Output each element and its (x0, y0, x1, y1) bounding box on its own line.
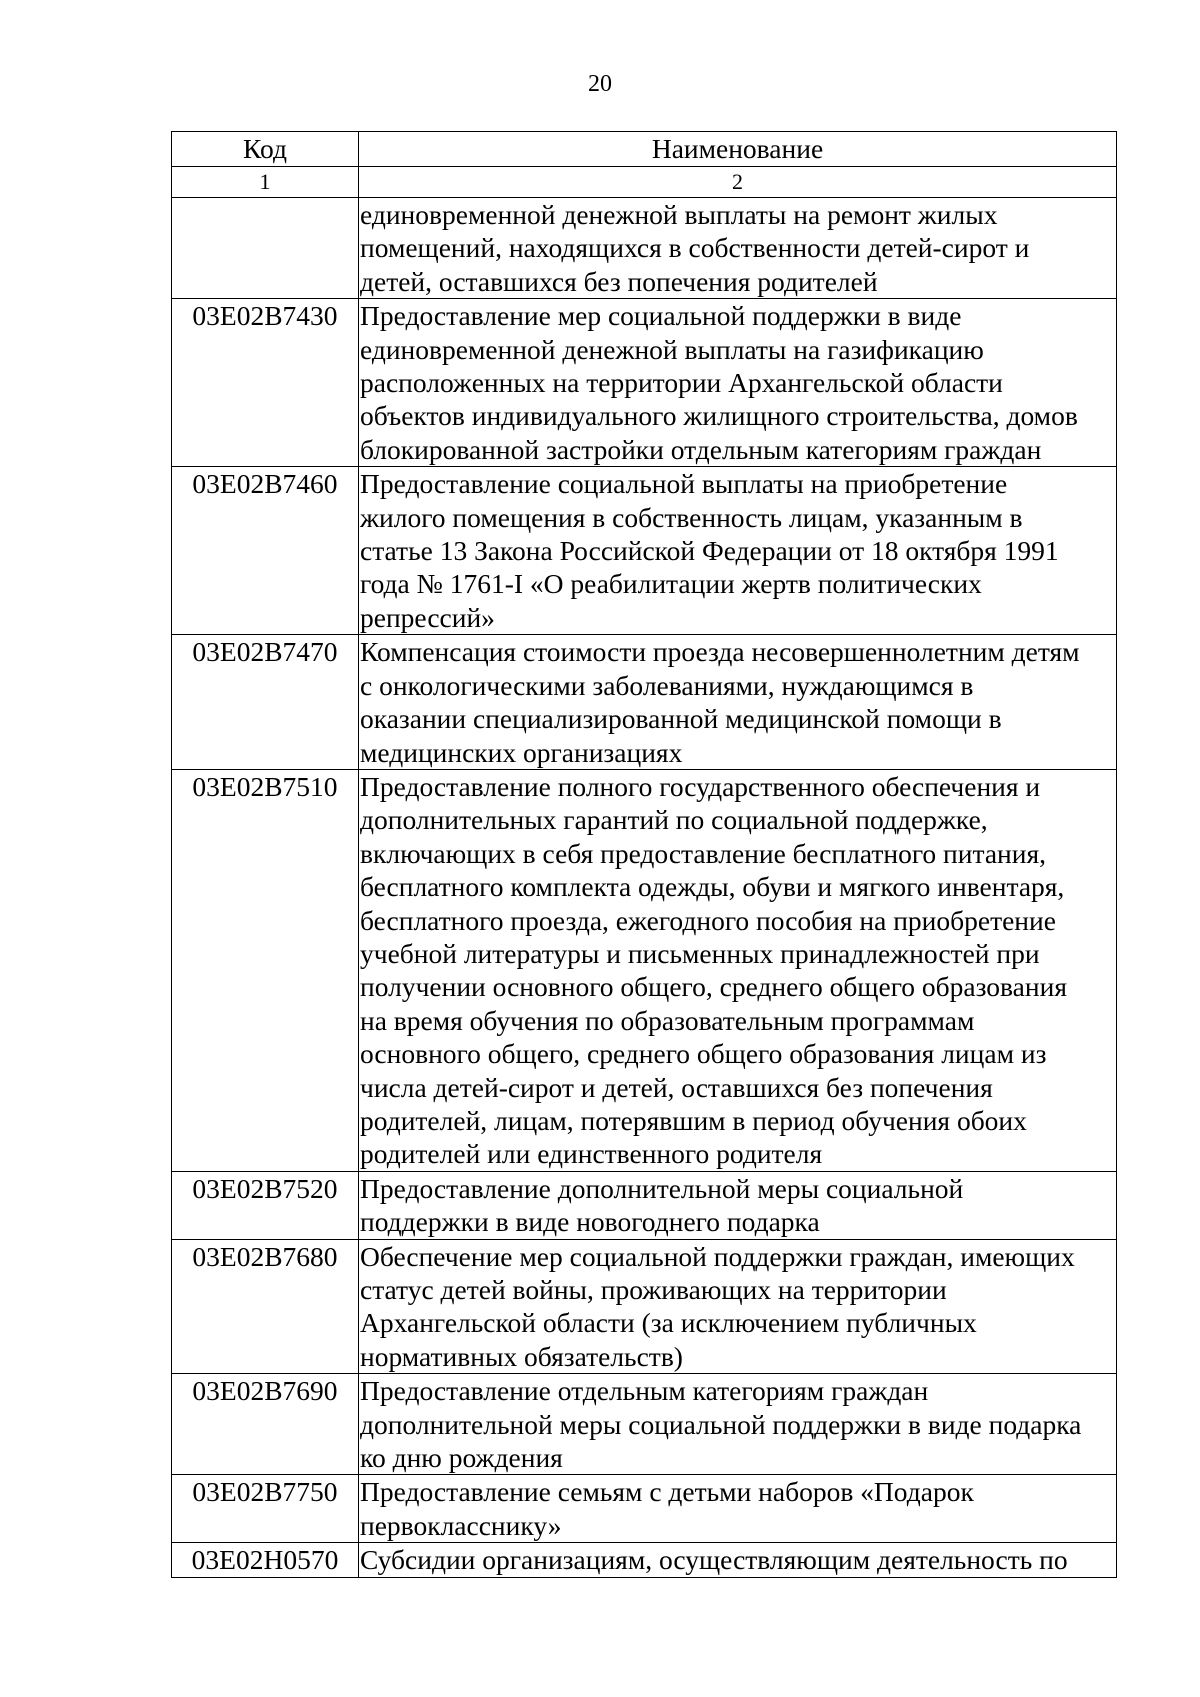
row-name-line: включающих в себя предоставление бесплатного питания, (360, 837, 1046, 869)
row-name-line: медицинских организациях (360, 736, 683, 768)
row-code: 03Е02В7520 (172, 1171, 359, 1239)
row-name-line: Предоставление социальной выплаты на приобретение (360, 468, 1008, 500)
row-name-line: Предоставление отдельным категориям граждан (360, 1375, 929, 1407)
row-name-line: основного общего, среднего общего образования лицам из (360, 1038, 1047, 1070)
row-name-line: Предоставление дополнительной меры социальной (360, 1172, 964, 1204)
row-name-line: учебной литературы и письменных принадлежностей при (360, 937, 1040, 969)
row-name-line: числа детей-сирот и детей, оставшихся без попечения (360, 1071, 993, 1103)
row-name-line: объектов индивидуального жилищного строительства, домов (360, 400, 1078, 432)
row-code: 03Е02В7680 (172, 1239, 359, 1374)
table-row (172, 1543, 1117, 1577)
row-name (359, 1543, 1117, 1577)
row-name-line: Предоставление полного государственного обеспечения и (360, 770, 1041, 802)
row-code: 03Е02В7510 (172, 769, 359, 1171)
row-name-line: Предоставление семьям с детьми наборов «Подарок (360, 1476, 974, 1508)
row-name (359, 299, 1117, 467)
table-row (172, 1239, 1117, 1374)
row-name-line: ко дню рождения (360, 1442, 563, 1474)
row-name (359, 1374, 1117, 1475)
page-number: 20 (588, 71, 612, 97)
row-name-line: родителей, лицам, потерявшим в период обучения обоих (360, 1104, 1027, 1136)
row-name-line: с онкологическими заболеваниями, нуждающимся в (360, 669, 974, 701)
column-numbering-row (172, 167, 1117, 198)
row-name-line: статус детей войны, проживающих на территории (360, 1274, 947, 1305)
row-name-line: Компенсация стоимости проезда несовершеннолетним детям (360, 636, 1080, 668)
row-name-line: на время обучения по образовательным программам (360, 1004, 975, 1036)
row-name-line: Обеспечение мер социальной поддержки граждан, имеющих (360, 1240, 1075, 1272)
row-name-line: единовременной денежной выплаты на ремонт жилых (360, 199, 998, 230)
table-row (172, 299, 1117, 467)
row-name (359, 1475, 1117, 1543)
row-name-line: дополнительной меры социальной поддержки в виде подарка (360, 1408, 1082, 1440)
row-name (359, 769, 1117, 1171)
column-number-code: 1 (172, 167, 359, 198)
table-row (172, 198, 1117, 299)
row-name (359, 1239, 1117, 1374)
row-code: 03Е02В7430 (172, 299, 359, 467)
row-name-line: поддержки в виде новогоднего подарка (360, 1206, 820, 1238)
row-code (172, 198, 359, 299)
table-row (172, 1171, 1117, 1239)
table-row (172, 1374, 1117, 1475)
table-row (172, 635, 1117, 770)
row-name-line: года № 1761-I «О реабилитации жертв политических (360, 568, 982, 600)
row-name-line: дополнительных гарантий по социальной поддержке, (360, 804, 988, 836)
row-name-line: нормативных обязательств) (360, 1340, 683, 1372)
row-name-line: первокласснику» (360, 1509, 562, 1541)
row-name-line: единовременной денежной выплаты на газификацию (360, 333, 984, 365)
table-row (172, 769, 1117, 1171)
row-code: 03Е02В7460 (172, 467, 359, 635)
row-name (359, 467, 1117, 635)
row-name (359, 198, 1117, 299)
row-name-line: оказании специализированной медицинской помощи в (360, 703, 1002, 735)
table-header-row (172, 132, 1117, 167)
row-name-line: Предоставление мер социальной поддержки в виде (360, 300, 962, 332)
row-name-line: блокированной застройки отдельным категориям граждан (360, 433, 1042, 465)
row-code: 03Е02Н0570 (172, 1543, 359, 1577)
row-code: 03Е02В7750 (172, 1475, 359, 1543)
row-name-line: бесплатного проезда, ежегодного пособия на приобретение (360, 904, 1056, 936)
row-name-line: родителей или единственного родителя (360, 1138, 823, 1170)
classification-table (171, 131, 1117, 1578)
row-code: 03Е02В7470 (172, 635, 359, 770)
row-name-line: помещений, находящихся в собственности детей-сирот и (360, 232, 1030, 264)
row-name-line: Субсидии организациям, осуществляющим деятельность по (360, 1544, 1068, 1576)
table-row (172, 1475, 1117, 1543)
row-name-line: детей, оставшихся без попечения родителей (360, 265, 878, 297)
row-name-line: расположенных на территории Архангельской области (360, 367, 1003, 399)
row-name-line: Архангельской области (за исключением публичных (360, 1307, 977, 1339)
column-number-name: 2 (359, 167, 1117, 198)
row-name-line: получении основного общего, среднего общего образования (360, 971, 1067, 1003)
row-name (359, 635, 1117, 770)
table-row (172, 467, 1117, 635)
row-code: 03Е02В7690 (172, 1374, 359, 1475)
header-name: Наименование (359, 132, 1117, 167)
row-name-line: бесплатного комплекта одежды, обуви и мягкого инвентаря, (360, 871, 1065, 903)
row-name (359, 1171, 1117, 1239)
row-name-line: статье 13 Закона Российской Федерации от 18 октября 1991 (360, 535, 1059, 567)
row-name-line: жилого помещения в собственность лицам, указанным в (360, 501, 1023, 533)
header-code: Код (172, 132, 359, 167)
row-name-line: репрессий» (360, 601, 495, 633)
table-body (172, 198, 1117, 1578)
